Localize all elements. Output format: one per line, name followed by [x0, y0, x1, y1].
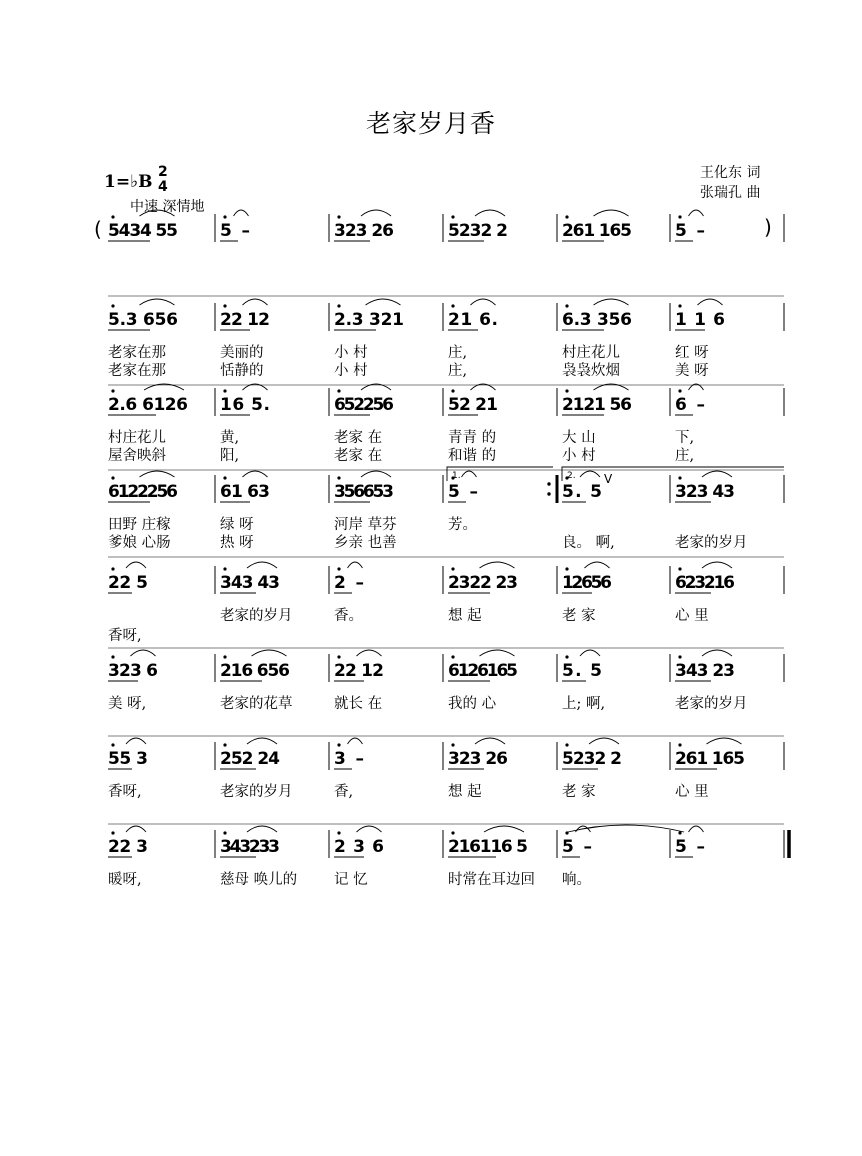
slur	[698, 299, 723, 305]
lyric-text: 绿 呀	[220, 517, 254, 533]
lyric-text: 河岸 草芬	[334, 517, 397, 533]
lyric-text: 村庄花儿	[108, 430, 166, 446]
slur	[580, 471, 600, 477]
slur	[348, 562, 363, 568]
lyric-text: 香。	[334, 608, 363, 624]
measure-notes: 5232 2	[448, 221, 508, 241]
slur	[594, 299, 629, 305]
lyric-text: 和谐 的	[448, 448, 497, 464]
slur	[361, 471, 391, 477]
measure-notes: 5. 5	[562, 482, 602, 502]
slur	[234, 210, 249, 216]
lyric-text: 青青 的	[448, 430, 497, 446]
octave-dot	[223, 655, 226, 658]
octave-dot	[337, 389, 340, 392]
measure-notes: 2 –	[334, 573, 364, 593]
octave-dot	[111, 215, 114, 218]
slur	[140, 299, 175, 305]
slur	[243, 471, 268, 477]
measure-notes: 55 3	[108, 749, 148, 769]
octave-dot	[451, 743, 454, 746]
lyric-text: 良。 啊,	[562, 535, 615, 551]
octave-dot	[565, 389, 568, 392]
ending-bracket-2	[562, 467, 784, 481]
slur	[247, 738, 277, 744]
lyric-text: 想 起	[448, 608, 482, 624]
lyric-text: 响。	[562, 872, 591, 888]
measure-notes: 5. 5	[562, 661, 602, 681]
slur	[589, 738, 619, 744]
measure-notes: 343 23	[675, 661, 735, 681]
octave-dot	[111, 567, 114, 570]
lyric-text: 心 里	[675, 608, 709, 624]
lyricist-credit: 王化东 词	[700, 165, 761, 181]
measure-notes: 343233	[220, 837, 280, 857]
lyric-text: 老家的岁月	[675, 535, 748, 551]
lyric-text: 黄,	[220, 430, 240, 446]
lyric-text: 庄,	[448, 345, 468, 361]
slur	[357, 650, 382, 656]
slur	[484, 826, 524, 832]
lyric-text: 香呀,	[108, 628, 142, 644]
slur	[126, 562, 146, 568]
page-title: 老家岁月香	[365, 109, 496, 138]
slur	[475, 210, 505, 216]
lyric-text: 袅袅炊烟	[562, 363, 620, 379]
slur	[585, 562, 610, 568]
octave-dot	[565, 215, 568, 218]
octave-dot	[223, 215, 226, 218]
slur	[126, 826, 146, 832]
octave-dot	[337, 743, 340, 746]
octave-dot	[111, 743, 114, 746]
octave-dot	[111, 831, 114, 834]
measure-notes: 6.3 356	[562, 310, 632, 330]
lyric-text: 心 里	[675, 784, 709, 800]
measure-notes: 5.3 656	[108, 310, 178, 330]
octave-dot	[678, 831, 681, 834]
octave-dot	[678, 389, 681, 392]
lyric-text: 老家在那	[108, 345, 166, 361]
lyric-text: 香,	[334, 784, 354, 800]
meter-numerator: 2	[158, 164, 168, 180]
slur	[462, 471, 477, 477]
measure-notes: 2322 23	[448, 573, 518, 593]
slur	[131, 650, 156, 656]
slur	[247, 826, 277, 832]
slur	[252, 650, 287, 656]
lyric-text: 美丽的	[220, 345, 264, 361]
slur	[580, 650, 600, 656]
slur	[480, 562, 515, 568]
octave-dot	[223, 476, 226, 479]
measure-notes: 22 12	[220, 310, 270, 330]
octave-dot	[111, 389, 114, 392]
lyric-text: 上; 啊,	[562, 696, 606, 712]
slur	[357, 826, 382, 832]
lyric-text: 慈母 唤儿的	[220, 872, 298, 888]
octave-dot	[223, 304, 226, 307]
octave-dot	[451, 304, 454, 307]
lyric-text: 老家的岁月	[220, 608, 293, 624]
octave-dot	[451, 215, 454, 218]
measure-notes: 343 43	[220, 573, 280, 593]
lyric-text: 美 呀,	[108, 696, 147, 712]
measure-notes: 16 5.	[220, 395, 270, 415]
lyric-text: 小 村	[334, 345, 368, 361]
measure-notes: 2.3 321	[334, 310, 404, 330]
ending-number: 1.	[452, 471, 461, 481]
slur	[689, 210, 704, 216]
octave-dot	[111, 655, 114, 658]
lyric-text: 时常在耳边回	[448, 872, 535, 888]
key-signature: 1=♭B	[104, 172, 153, 192]
measure-notes: 652256	[334, 395, 394, 415]
lyric-text: 老家的岁月	[675, 696, 748, 712]
lyric-text: 田野 庄稼	[108, 517, 171, 533]
prelude-close-paren: )	[764, 215, 772, 239]
octave-dot	[111, 476, 114, 479]
measure-notes: 2.6 6126	[108, 395, 188, 415]
lyric-text: 老家 在	[334, 430, 383, 446]
octave-dot	[451, 655, 454, 658]
slur	[475, 738, 505, 744]
lyric-text: 村庄花儿	[562, 345, 620, 361]
octave-dot	[565, 567, 568, 570]
measure-notes: 2 3 6	[334, 837, 384, 857]
lyric-text: 我的 心	[448, 696, 497, 712]
ending-bracket-1	[447, 467, 553, 481]
measure-notes: 261 165	[562, 221, 632, 241]
lyric-text: 爹娘 心肠	[108, 535, 171, 551]
measure-notes: 5 –	[448, 482, 478, 502]
slur	[471, 299, 496, 305]
measure-notes: 6 –	[675, 395, 705, 415]
slur	[594, 210, 629, 216]
measure-notes: 5 –	[220, 221, 250, 241]
slur	[140, 210, 175, 216]
lyric-text: 美 呀	[675, 363, 709, 379]
octave-dot	[678, 476, 681, 479]
octave-dot	[678, 743, 681, 746]
octave-dot	[337, 476, 340, 479]
lyric-text: 就长 在	[334, 696, 383, 712]
slur	[361, 210, 391, 216]
measure-notes: 5 –	[562, 837, 592, 857]
slur	[702, 471, 732, 477]
measure-notes: 5232 2	[562, 749, 622, 769]
octave-dot	[451, 831, 454, 834]
measure-notes: 216 656	[220, 661, 290, 681]
lyric-text: 暖呀,	[108, 872, 142, 888]
octave-dot	[337, 831, 340, 834]
slur	[140, 471, 175, 477]
lyric-text: 热 呀	[220, 535, 254, 551]
octave-dot	[678, 567, 681, 570]
measure-notes: 323 26	[448, 749, 508, 769]
lyric-text: 下,	[675, 430, 695, 446]
octave-dot	[223, 567, 226, 570]
prelude-open-paren: (	[94, 217, 102, 241]
measure-notes: 216116 5	[448, 837, 528, 857]
measure-notes: 21 6.	[448, 310, 498, 330]
measure-notes: 252 24	[220, 749, 280, 769]
octave-dot	[678, 215, 681, 218]
ending-number: 2.	[567, 471, 576, 481]
measure-notes: 52 21	[448, 395, 498, 415]
measure-notes: 5 –	[675, 221, 705, 241]
measure-notes: 323 6	[108, 661, 158, 681]
meter-denominator: 4	[158, 179, 168, 195]
measure-notes: 323 26	[334, 221, 394, 241]
measure-notes: 1 1 6	[675, 310, 725, 330]
measure-notes: 2121 56	[562, 395, 632, 415]
lyric-text: 老家的花草	[220, 696, 293, 712]
measure-notes: 3 –	[334, 749, 364, 769]
measure-notes: 6126165	[448, 661, 518, 681]
slur	[689, 826, 704, 832]
tempo-marking: 中速 深情地	[130, 199, 205, 215]
octave-dot	[223, 831, 226, 834]
measure-notes: 61 63	[220, 482, 270, 502]
lyric-text: 香呀,	[108, 784, 142, 800]
lyric-text: 老家在那	[108, 363, 166, 379]
octave-dot	[678, 304, 681, 307]
octave-dot	[223, 743, 226, 746]
measure-notes: 12656	[562, 573, 612, 593]
measure-notes: 22 5	[108, 573, 148, 593]
slur	[243, 299, 268, 305]
octave-dot	[451, 567, 454, 570]
octave-dot	[337, 304, 340, 307]
lyric-text: 屋舍映斜	[108, 448, 166, 464]
octave-dot	[337, 655, 340, 658]
lyric-text: 乡亲 也善	[334, 535, 397, 551]
measure-notes: 261 165	[675, 749, 745, 769]
measure-notes: 22 12	[334, 661, 384, 681]
lyric-text: 老家的岁月	[220, 784, 293, 800]
repeat-dot	[547, 492, 550, 495]
lyric-text: 记 忆	[334, 872, 368, 888]
slur	[707, 738, 742, 744]
slur	[366, 299, 401, 305]
tie	[568, 825, 684, 832]
lyric-text: 庄,	[448, 363, 468, 379]
slur	[480, 650, 515, 656]
slur	[247, 562, 277, 568]
slur	[348, 738, 363, 744]
composer-credit: 张瑞孔 曲	[700, 185, 761, 201]
measure-notes: 623216	[675, 573, 735, 593]
measure-notes: 5 –	[675, 837, 705, 857]
lyric-text: 大 山	[562, 430, 596, 446]
measure-notes: 356653	[334, 482, 394, 502]
lyric-text: 小 村	[334, 363, 368, 379]
lyric-text: 老家 在	[334, 448, 383, 464]
lyric-text: 老 家	[562, 608, 596, 624]
measure-notes: 6122256	[108, 482, 178, 502]
octave-dot	[565, 304, 568, 307]
octave-dot	[565, 743, 568, 746]
breath-mark: V	[604, 472, 613, 486]
slur	[702, 562, 732, 568]
measure-notes: 22 3	[108, 837, 148, 857]
lyric-text: 庄,	[675, 448, 695, 464]
octave-dot	[223, 389, 226, 392]
octave-dot	[111, 304, 114, 307]
lyric-text: 芳。	[448, 517, 477, 533]
octave-dot	[337, 567, 340, 570]
octave-dot	[678, 655, 681, 658]
octave-dot	[451, 389, 454, 392]
octave-dot	[337, 215, 340, 218]
octave-dot	[565, 655, 568, 658]
lyric-text: 红 呀	[675, 345, 709, 361]
slur	[702, 650, 732, 656]
slur	[126, 738, 146, 744]
lyric-text: 想 起	[448, 784, 482, 800]
measure-notes: 5434 55	[108, 221, 178, 241]
lyric-text: 老 家	[562, 784, 596, 800]
repeat-dot	[547, 482, 550, 485]
lyric-text: 阳,	[220, 448, 240, 464]
measure-notes: 323 43	[675, 482, 735, 502]
lyric-text: 恬静的	[220, 363, 264, 379]
lyric-text: 小 村	[562, 448, 596, 464]
